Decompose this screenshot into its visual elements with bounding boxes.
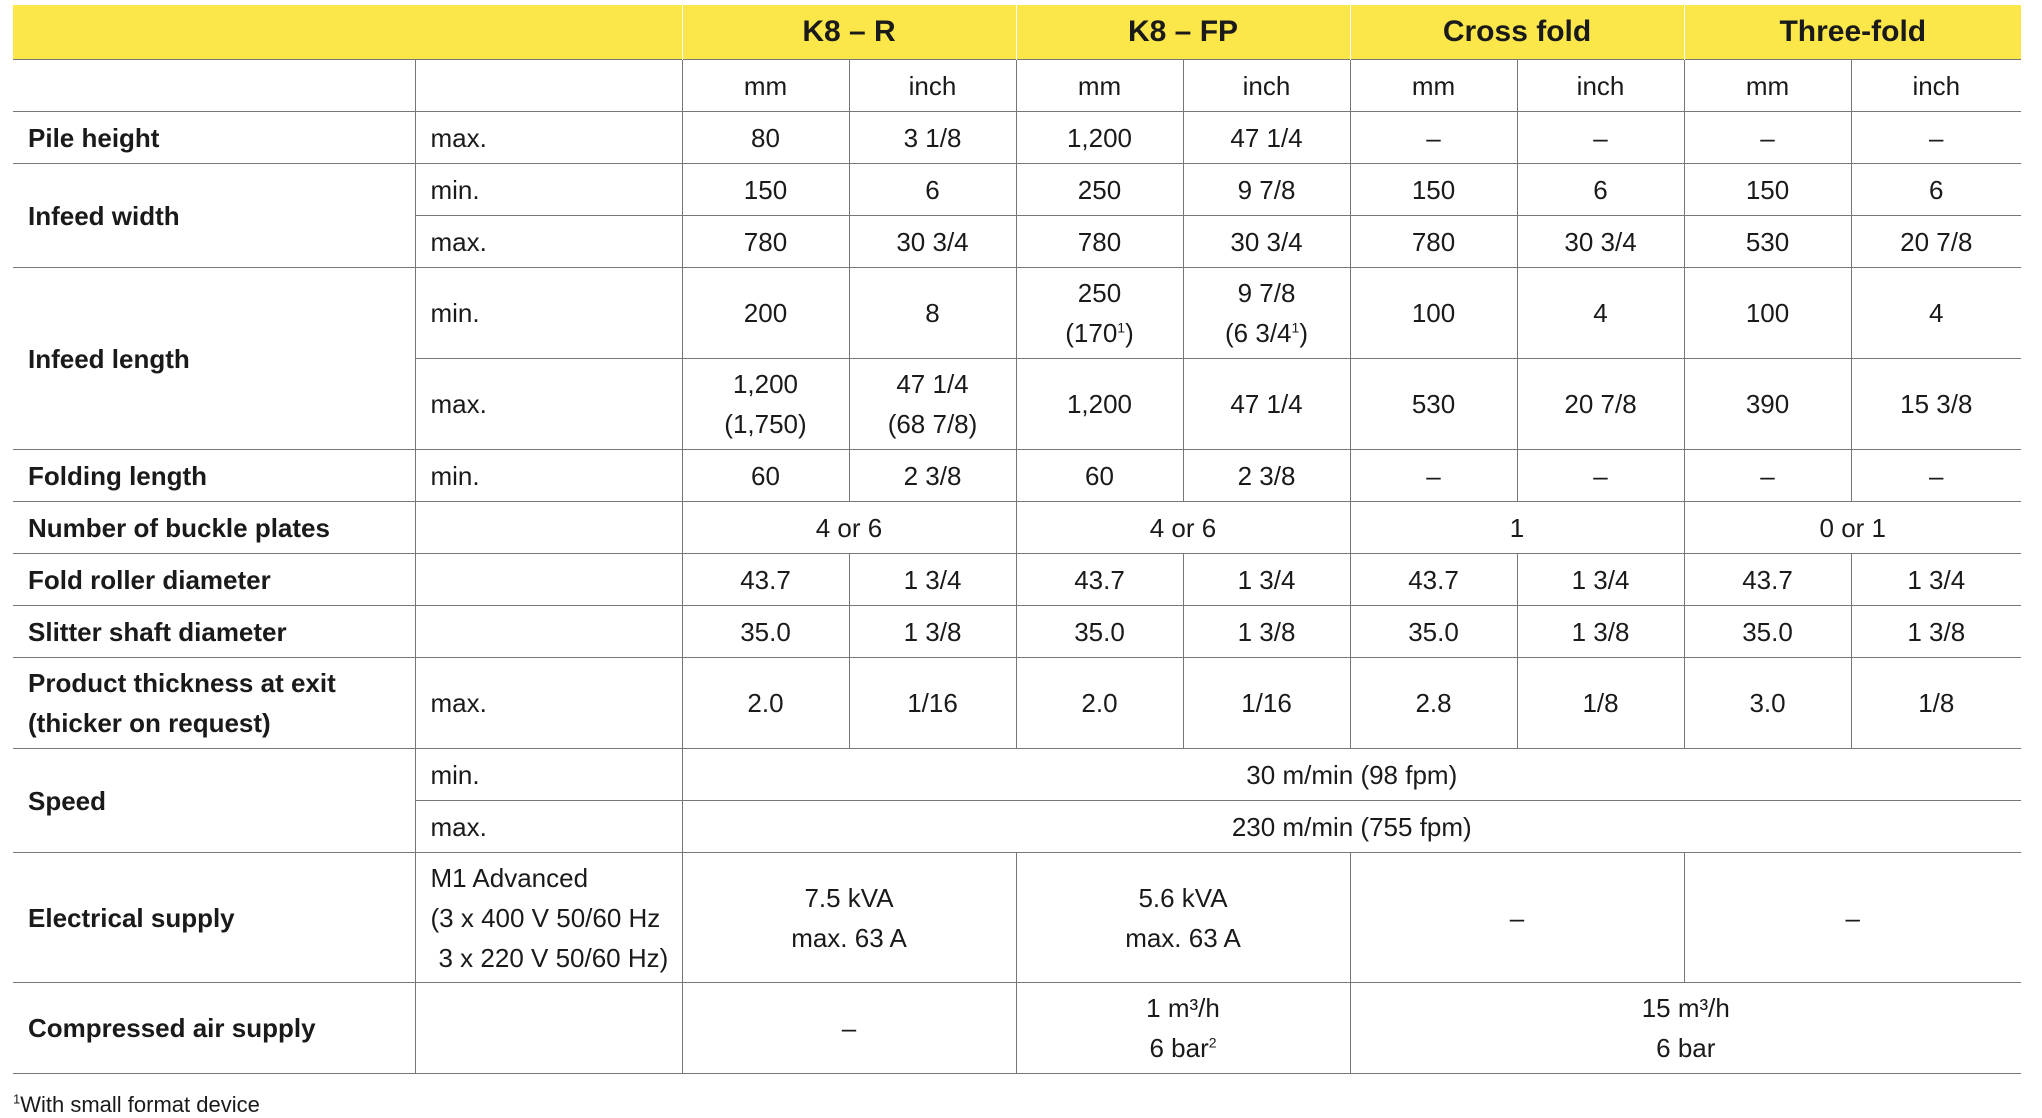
value-cell: – xyxy=(1684,450,1851,502)
value-cell: 1 3/8 xyxy=(849,606,1016,658)
unit-mm: mm xyxy=(1350,60,1517,112)
row-label: Infeed width xyxy=(13,164,415,268)
value-line: 7.5 kVA xyxy=(804,882,894,913)
unit-inch: inch xyxy=(849,60,1016,112)
value-cell: 780 xyxy=(682,216,849,268)
value-cell: 43.7 xyxy=(1350,554,1517,606)
row-folding-length xyxy=(13,450,2021,502)
value-cell: 1 xyxy=(1350,502,1684,554)
value-line-paren: (1,750) xyxy=(724,409,807,439)
row-qualifier: min. xyxy=(415,268,682,359)
value-cell: 4 xyxy=(1517,268,1684,359)
row-infeed-length-min xyxy=(13,268,2021,359)
value-cell: 4 or 6 xyxy=(682,502,1016,554)
row-label xyxy=(13,658,415,749)
units-row xyxy=(13,60,2021,112)
value-cell: 35.0 xyxy=(1016,606,1183,658)
value-cell: 4 or 6 xyxy=(1016,502,1350,554)
column-header-k8-fp: K8 – FP xyxy=(1016,5,1350,60)
row-slitter-shaft-diameter xyxy=(13,606,2021,658)
value-cell: 3 1/8 xyxy=(849,112,1016,164)
row-qualifier-empty xyxy=(415,983,682,1074)
qualifier-line: M1 Advanced xyxy=(430,862,589,893)
row-infeed-width-min xyxy=(13,164,2021,216)
value-cell: – xyxy=(1350,853,1684,983)
value-cell: 1 3/4 xyxy=(1183,554,1350,606)
row-qualifier: min. xyxy=(415,450,682,502)
row-label: Number of buckle plates xyxy=(13,502,415,554)
row-pile-height xyxy=(13,112,2021,164)
value-paren-text: (6 3/4 xyxy=(1225,318,1292,348)
value-cell: 0 or 1 xyxy=(1684,502,2021,554)
value-line: 15 m³/h xyxy=(1641,993,1730,1023)
footnote-marker: 1 xyxy=(13,1091,21,1107)
row-label: Pile height xyxy=(13,112,415,164)
unit-mm: mm xyxy=(682,60,849,112)
value-cell: 1 3/4 xyxy=(1851,554,2021,606)
value-cell: 20 7/8 xyxy=(1851,216,2021,268)
footnote-marker: 1 xyxy=(1291,319,1300,336)
value-cell: 150 xyxy=(1350,164,1517,216)
value-cell: 2.8 xyxy=(1350,658,1517,749)
qualifier-line: 3 x 220 V 50/60 Hz) xyxy=(438,942,669,973)
value-cell: 4 xyxy=(1851,268,2021,359)
unit-inch: inch xyxy=(1851,60,2021,112)
value-cell: 1 3/4 xyxy=(849,554,1016,606)
value-line-paren xyxy=(1017,313,1183,353)
row-qualifier xyxy=(415,853,682,983)
row-buckle-plates xyxy=(13,502,2021,554)
row-fold-roller-diameter xyxy=(13,554,2021,606)
unit-mm: mm xyxy=(1016,60,1183,112)
value-cell xyxy=(1350,983,2021,1074)
row-speed-min xyxy=(13,749,2021,801)
value-cell xyxy=(682,853,1016,983)
value-line xyxy=(1017,1028,1350,1068)
value-cell: 20 7/8 xyxy=(1517,359,1684,450)
column-header-k8-r: K8 – R xyxy=(682,5,1016,60)
value-paren-close: ) xyxy=(1299,318,1308,348)
value-cell: 1/8 xyxy=(1851,658,2021,749)
header-blank-cell xyxy=(13,5,682,60)
specifications-table xyxy=(13,5,2021,1074)
value-cell: 60 xyxy=(682,450,849,502)
value-cell: 780 xyxy=(1350,216,1517,268)
value-cell: 43.7 xyxy=(682,554,849,606)
value-cell: 1,200 xyxy=(1016,359,1183,450)
value-line: 250 xyxy=(1077,278,1122,308)
value-cell: 9 7/8 xyxy=(1183,164,1350,216)
value-paren-text: (170 xyxy=(1065,318,1118,348)
value-cell: 530 xyxy=(1350,359,1517,450)
row-qualifier: max. xyxy=(415,658,682,749)
value-cell: 100 xyxy=(1350,268,1517,359)
column-header-three-fold: Three-fold xyxy=(1684,5,2021,60)
value-line: max. 63 A xyxy=(791,922,907,953)
value-line: 5.6 kVA xyxy=(1138,882,1228,913)
value-line: max. 63 A xyxy=(1125,922,1241,953)
value-cell: 100 xyxy=(1684,268,1851,359)
value-cell: – xyxy=(1350,450,1517,502)
value-cell xyxy=(682,359,849,450)
value-cell: 43.7 xyxy=(1016,554,1183,606)
value-cell: 80 xyxy=(682,112,849,164)
value-cell: 530 xyxy=(1684,216,1851,268)
footnote-marker: 1 xyxy=(1117,319,1126,336)
row-qualifier: max. xyxy=(415,801,682,853)
row-qualifier-empty xyxy=(415,606,682,658)
value-cell: 1,200 xyxy=(1016,112,1183,164)
unit-mm: mm xyxy=(1684,60,1851,112)
value-cell: 35.0 xyxy=(1684,606,1851,658)
value-cell: 30 3/4 xyxy=(1517,216,1684,268)
value-cell: 1/8 xyxy=(1517,658,1684,749)
value-cell-span: 30 m/min (98 fpm) xyxy=(682,749,2021,801)
value-cell: 35.0 xyxy=(1350,606,1517,658)
value-cell: 8 xyxy=(849,268,1016,359)
value-cell: 2 3/8 xyxy=(849,450,1016,502)
value-cell: 150 xyxy=(1684,164,1851,216)
value-cell: 15 3/8 xyxy=(1851,359,2021,450)
row-label: Electrical supply xyxy=(13,853,415,983)
value-cell xyxy=(1016,268,1183,359)
value-cell: 30 3/4 xyxy=(1183,216,1350,268)
value-cell: 1/16 xyxy=(849,658,1016,749)
row-label-line: (thicker on request) xyxy=(28,708,271,738)
value-cell: 35.0 xyxy=(682,606,849,658)
value-cell: – xyxy=(1517,112,1684,164)
row-qualifier-empty xyxy=(415,502,682,554)
row-qualifier: min. xyxy=(415,749,682,801)
value-line-paren xyxy=(1184,313,1350,353)
row-label: Folding length xyxy=(13,450,415,502)
value-line: 1,200 xyxy=(732,369,799,399)
value-cell: 1 3/8 xyxy=(1851,606,2021,658)
value-text: 6 bar xyxy=(1149,1033,1209,1063)
value-cell: 60 xyxy=(1016,450,1183,502)
value-cell: – xyxy=(1350,112,1517,164)
units-blank-cell xyxy=(13,60,415,112)
footnote-marker: 2 xyxy=(1208,1034,1217,1051)
footnote xyxy=(13,1092,260,1118)
row-compressed-air-supply xyxy=(13,983,2021,1074)
value-cell: 47 1/4 xyxy=(1183,112,1350,164)
value-cell xyxy=(849,359,1016,450)
value-cell: 780 xyxy=(1016,216,1183,268)
value-cell: 390 xyxy=(1684,359,1851,450)
value-cell: 250 xyxy=(1016,164,1183,216)
value-line-paren: (68 7/8) xyxy=(887,409,978,439)
value-cell: 6 xyxy=(1517,164,1684,216)
value-cell: 2 3/8 xyxy=(1183,450,1350,502)
value-cell: 47 1/4 xyxy=(1183,359,1350,450)
value-cell: 200 xyxy=(682,268,849,359)
row-qualifier-empty xyxy=(415,554,682,606)
value-cell: 1/16 xyxy=(1183,658,1350,749)
row-product-thickness xyxy=(13,658,2021,749)
value-line: 47 1/4 xyxy=(896,369,969,399)
value-cell: 3.0 xyxy=(1684,658,1851,749)
value-cell: 1 3/8 xyxy=(1183,606,1350,658)
value-cell: – xyxy=(1684,853,2021,983)
model-header-row xyxy=(13,5,2021,60)
value-line: 6 bar xyxy=(1656,1033,1716,1063)
value-line: 1 m³/h xyxy=(1146,993,1220,1023)
value-cell-span: 230 m/min (755 fpm) xyxy=(682,801,2021,853)
value-cell: 30 3/4 xyxy=(849,216,1016,268)
value-line: 9 7/8 xyxy=(1237,278,1296,308)
column-header-cross-fold: Cross fold xyxy=(1350,5,1684,60)
value-cell: 150 xyxy=(682,164,849,216)
row-label: Compressed air supply xyxy=(13,983,415,1074)
value-cell: – xyxy=(682,983,1016,1074)
row-label: Speed xyxy=(13,749,415,853)
value-paren-close: ) xyxy=(1125,318,1134,348)
row-qualifier: max. xyxy=(415,216,682,268)
footnote-text: With small format device xyxy=(20,1092,260,1117)
value-cell: 2.0 xyxy=(1016,658,1183,749)
value-cell: – xyxy=(1517,450,1684,502)
value-cell: 43.7 xyxy=(1684,554,1851,606)
unit-inch: inch xyxy=(1517,60,1684,112)
value-cell xyxy=(1016,983,1350,1074)
value-cell: – xyxy=(1684,112,1851,164)
value-cell: – xyxy=(1851,450,2021,502)
value-cell xyxy=(1016,853,1350,983)
units-qual-blank-cell xyxy=(415,60,682,112)
row-label-line: Product thickness at exit xyxy=(28,668,336,698)
value-cell xyxy=(1183,268,1350,359)
row-qualifier: min. xyxy=(415,164,682,216)
value-cell: 6 xyxy=(1851,164,2021,216)
row-label: Slitter shaft diameter xyxy=(13,606,415,658)
value-cell: 6 xyxy=(849,164,1016,216)
value-cell: 2.0 xyxy=(682,658,849,749)
value-cell: – xyxy=(1851,112,2021,164)
unit-inch: inch xyxy=(1183,60,1350,112)
qualifier-line: (3 x 400 V 50/60 Hz xyxy=(430,902,661,933)
row-qualifier: max. xyxy=(415,112,682,164)
row-label: Fold roller diameter xyxy=(13,554,415,606)
row-electrical-supply xyxy=(13,853,2021,983)
value-cell: 1 3/4 xyxy=(1517,554,1684,606)
row-qualifier: max. xyxy=(415,359,682,450)
value-cell: 1 3/8 xyxy=(1517,606,1684,658)
row-label: Infeed length xyxy=(13,268,415,450)
